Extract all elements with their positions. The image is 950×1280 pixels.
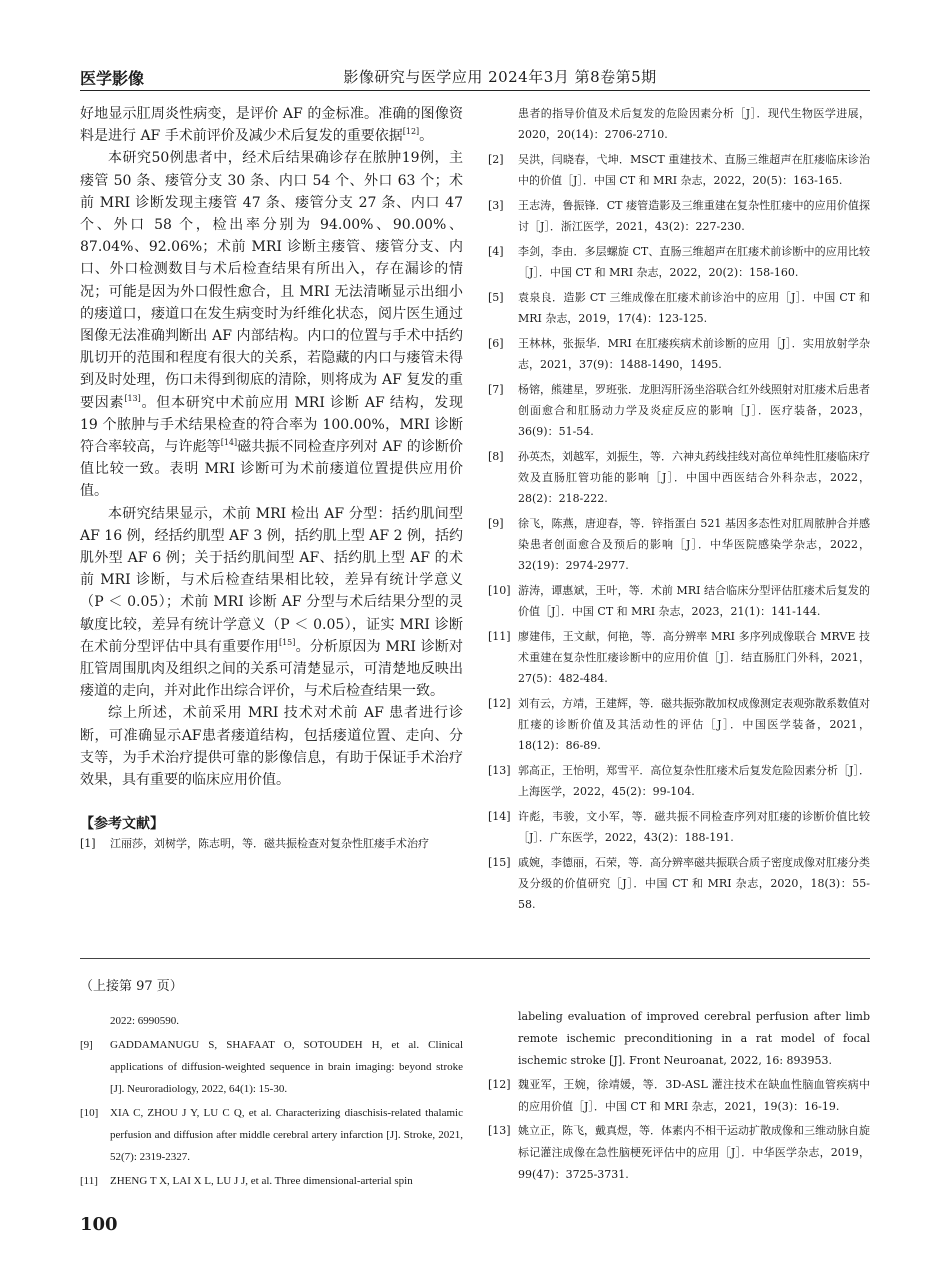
reference-item (80, 1034, 463, 1100)
reference-text: 袁泉良．造影 CT 三维成像在肛瘘术前诊治中的应用［J］．中国 CT 和 MRI 杂志，2019，17(4)：123-125. (518, 291, 870, 325)
section-divider (80, 958, 870, 959)
paragraph-2: 本研究50例患者中，经术后结果确诊存在脓肿19例，主瘘管 50 条、瘘管分支 30 条、内口 54 个、外口 63 个；术前 MRI 诊断发现主瘘管 47 条、瘘管分支 27 条、内口 47 个、外口 58 个，检出率分别为 94.00%、90.00%、87.04%、92.06%；术前 MRI 诊断主瘘管、瘘管分支、内口、外口检测数目与术后检查结果有所出入，存在漏诊的情况；可能是因为外口假性愈合，且 MRI 无法清晰显示出细小的瘘道口，瘘道口在发生病变时为纤维化状态，阅片医生通过图像无法准确判断出 AF 内部结构。内口的位置与手术中括约肌切开的范围和程度有很大的关系，若隐藏的内口与瘘管未得到及时处理，伤口未得到彻底的清除，则将成为 AF 复发的重要因素[13]。但本研究中术前应用 MRI 诊断 AF 结构，发现 19 个脓肿与手术结果检查的符合率为 100.00%，MRI 诊断符合率较高，与许彪等[14]磁共振不同检查序列对 AF 的诊断价值比较一致。表明 MRI 诊断可为术前瘘道位置提供应用价值。 (80, 150, 464, 500)
right-column (488, 103, 870, 919)
reference-continuation: labeling evaluation of improved cerebral perfusion after limb remote ischemic preconditioning in a rat model of focal ischemic stroke [J]. Front Neuroanat, 2022, 16: 893953. (518, 1010, 870, 1067)
reference-text: XIA C, ZHOU J Y, LU C Q, et al. Characterizing diaschisis-related thalamic perfusion and diffusion after middle cerebral artery infarction [J]. Stroke, 2021, 52(7): 2319-2327. (110, 1107, 463, 1163)
reference-text: 游涛，谭惠斌，王叶，等．术前 MRI 结合临床分型评估肛瘘术后复发的价值［J］．中国 CT 和 MRI 杂志，2023，21(1)：141-144. (518, 584, 870, 618)
journal-issue-line: 影像研究与医学应用 2024年3月 第8卷第5期 (343, 68, 657, 86)
citation: [14] (220, 438, 238, 448)
reference-text: 王志涛，鲁振锋．CT 瘘管造影及三维重建在复杂性肛瘘中的应用价值探讨［J］．浙江医学，2021，43(2)：227-230. (518, 199, 870, 233)
reference-number: [1] (80, 837, 96, 851)
reference-text: 刘有云，方靖，王建辉，等．磁共振弥散加权成像测定表观弥散系数值对肛瘘的诊断价值及其活动性的评估［J］．中国医学装备，2021，18(12)：86-89. (518, 697, 870, 752)
reference-text: 廖建伟，王文献，何艳，等．高分辨率 MRI 多序列成像联合 MRVE 技术重建在复杂性肛瘘诊断中的应用价值［J］．结直肠肛门外科，2021，27(5)：482-484. (518, 630, 870, 685)
reference-number: [12] (488, 1078, 511, 1091)
reference-item (488, 693, 870, 756)
references-list-right (488, 149, 870, 915)
reference-text: GADDAMANUGU S, SHAFAAT O, SOTOUDEH H, et al. Clinical applications of diffusion-weighted sequence in brain imaging: beyond stroke [J]. Neuroradiology, 2022, 64(1): 15-30. (110, 1039, 463, 1095)
reference-item (488, 446, 870, 509)
citation: [13] (124, 393, 141, 403)
reference-item (80, 1102, 463, 1168)
reference-item (488, 1120, 870, 1186)
page-header (80, 66, 870, 90)
header-rule (80, 90, 870, 91)
reference-number: [14] (488, 810, 511, 823)
reference-number: [7] (488, 383, 504, 396)
reference-item (488, 626, 870, 689)
reference-number: [10] (488, 584, 511, 597)
reference-item (488, 379, 870, 442)
reference-number: [8] (488, 450, 504, 463)
reference-number: [12] (488, 697, 511, 710)
left-column (80, 103, 463, 854)
reference-item (488, 241, 870, 283)
reference-text: ZHENG T X, LAI X L, LU J J, et al. Three dimensional-arterial spin (110, 1175, 413, 1187)
references-list-bottom-right (488, 1074, 870, 1186)
reference-item (488, 149, 870, 191)
reference-number: [13] (488, 764, 511, 777)
section-label: 医学影像 (80, 69, 145, 88)
paragraph-3: 本研究结果显示，术前 MRI 检出 AF 分型：括约肌间型 AF 16 例，经括约肌型 AF 3 例，括约肌上型 AF 2 例，括约肌外型 AF 6 例；关于括约肌间型 AF、括约肌上型 AF 的术前 MRI 诊断，与术后检查结果相比较，差异有统计学意义（P ＜ 0.05）；术前 MRI 诊断 AF 分型与术后结果分型的灵敏度比较，差异有统计学意义（P ＜ 0.05），证实 MRI 诊断在术前分型评估中具有重要作用[15]。分析原因为 MRI 诊断对肛管周围肌肉及组织之间的关系可清楚显示，可清楚地反映出瘘道的走向，并对此作出综合评价，与术后检查结果一致。 (80, 505, 463, 700)
paragraph-1: 好地显示肛周炎性病变，是评价 AF 的金标准。准确的图像资料是进行 AF 手术前评价及减少术后复发的重要依据[12]。 (80, 106, 463, 145)
reference-item (488, 195, 870, 237)
reference-text: 杨镕，熊建星，罗班张．龙胆泻肝汤坐浴联合红外线照射对肛瘘术后患者创面愈合和肛肠动力学及炎症反应的影响［J］．医疗装备，2023，36(9)：51-54. (518, 383, 870, 438)
reference-text: 郭高正，王怡明，郑雪平．高位复杂性肛瘘术后复发危险因素分析［J］．上海医学，2022，45(2)：99-104. (518, 764, 870, 798)
reference-number: [11] (488, 630, 511, 643)
page-number: 100 (80, 1214, 118, 1235)
reference-item (488, 287, 870, 329)
reference-text: 魏亚军，王婉，徐靖媛，等．3D-ASL 灌注技术在缺血性脑血管疾病中的应用价值［J］．中国 CT 和 MRI 杂志，2021，19(3)：16-19. (518, 1078, 870, 1113)
bottom-right-column (488, 1006, 870, 1188)
reference-text: 戚婉，李德丽，石荣，等．高分辨率磁共振联合质子密度成像对肛瘘分类及分级的价值研究［J］．中国 CT 和 MRI 杂志，2020，18(3)：55-58. (518, 856, 870, 911)
reference-number: [2] (488, 153, 504, 166)
reference-text: 姚立正，陈飞，戴真煜，等．体素内不相干运动扩散成像和三维动脉自旋标记灌注成像在急性脑梗死评估中的应用［J］．中华医学杂志，2019，99(47)：3725-3731. (518, 1124, 870, 1181)
reference-number: [3] (488, 199, 504, 212)
references-heading: 【参考文献】 (80, 816, 164, 833)
reference-item (488, 852, 870, 915)
citation: [12] (402, 127, 420, 137)
reference-text: 吴洪，闫晓春，弋坤．MSCT 重建技术、直肠三维超声在肛瘘临床诊治中的价值［J］．中国 CT 和 MRI 杂志，2022，20(5)：163-165. (518, 153, 870, 187)
reference-item (80, 1170, 463, 1192)
reference-number: [13] (488, 1124, 511, 1137)
reference-continuation: 患者的指导价值及术后复发的危险因素分析［J］．现代生物医学进展，2020，20(14)：2706-2710. (518, 107, 870, 141)
reference-number: [5] (488, 291, 504, 304)
references-list-left (80, 833, 463, 854)
reference-continuation: 2022: 6990590. (110, 1015, 180, 1027)
reference-item (488, 1074, 870, 1118)
citation: [15] (278, 637, 296, 647)
bottom-left-column (80, 1010, 463, 1194)
reference-item (488, 513, 870, 576)
reference-number: [4] (488, 245, 504, 258)
reference-number: [10] (80, 1107, 99, 1119)
continued-from-note: （上接第 97 页） (80, 979, 183, 994)
reference-text: 李剑，李由．多层螺旋 CT、直肠三维超声在肛瘘术前诊断中的应用比较［J］．中国 CT 和 MRI 杂志，2022，20(2)：158-160. (518, 245, 870, 279)
reference-text: 孙英杰，刘越军，刘振生，等．六神丸药线挂线对高位单纯性肛瘘临床疗效及直肠肛管功能的影响［J］．中国中西医结合外科杂志，2022，28(2)：218-222. (518, 450, 870, 505)
reference-number: [15] (488, 856, 511, 869)
reference-number: [11] (80, 1175, 98, 1187)
reference-number: [9] (488, 517, 504, 530)
reference-item (488, 580, 870, 622)
references-list-bottom-left (80, 1034, 463, 1192)
paragraph-4: 综上所述，术前采用 MRI 技术对术前 AF 患者进行诊断，可准确显示AF患者瘘道结构，包括瘘道位置、走向、分支等，为手术治疗提供可靠的影像信息，有助于保证手术治疗效果，具有重要的临床应用价值。 (80, 705, 463, 789)
reference-item (80, 833, 463, 854)
reference-number: [6] (488, 337, 504, 350)
reference-item (488, 806, 870, 848)
reference-text: 许彪，韦骏，文小军，等．磁共振不同检查序列对肛瘘的诊断价值比较［J］．广东医学，2022，43(2)：188-191. (518, 810, 870, 844)
reference-item (488, 760, 870, 802)
reference-text: 江丽莎，刘树学，陈志明，等．磁共振检查对复杂性肛瘘手术治疗 (110, 837, 429, 851)
reference-text: 徐飞，陈燕，唐迎春，等．锌指蛋白 521 基因多态性对肛周脓肿合并感染患者创面愈合及预后的影响［J］．中华医院感染学杂志，2022，32(19)：2974-2977. (518, 517, 870, 572)
reference-text: 王林林，张振华．MRI 在肛瘘疾病术前诊断的应用［J］．实用放射学杂志，2021，37(9)：1488-1490，1495. (518, 337, 870, 371)
reference-item (488, 333, 870, 375)
reference-number: [9] (80, 1039, 93, 1051)
